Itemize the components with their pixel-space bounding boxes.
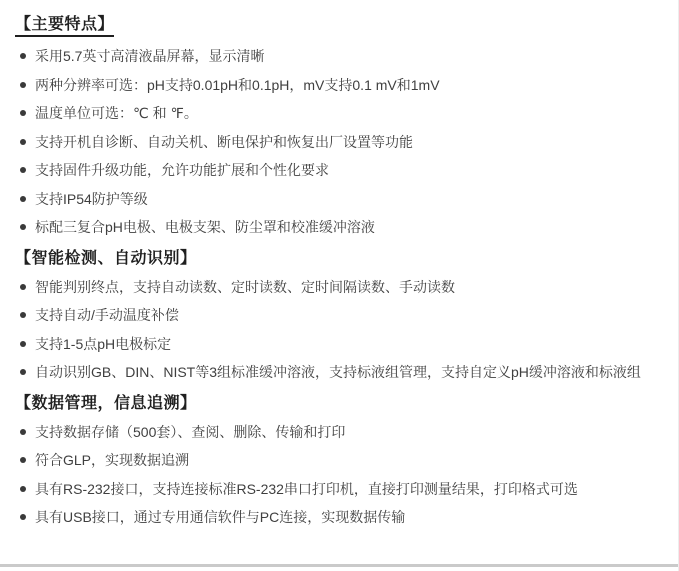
- section-heading-text: 【主要特点】: [15, 16, 114, 37]
- bullet-text: 温度单位可选：℃ 和 ℉。: [35, 105, 198, 121]
- section-heading-smart-detection: [15, 250, 660, 268]
- bullet-dot-icon: [20, 82, 26, 88]
- bullet-item: [15, 279, 660, 296]
- bullet-dot-icon: [20, 196, 26, 202]
- bullet-item: [15, 162, 660, 179]
- bullet-text: 具有RS-232接口，支持连接标准RS-232串口打印机，直接打印测量结果，打印格式可选: [35, 480, 578, 497]
- bullet-item: [15, 134, 660, 151]
- bullet-dot-icon: [20, 514, 26, 520]
- bullet-item: [15, 191, 660, 208]
- bullet-text: 支持1-5点pH电极标定: [35, 335, 172, 352]
- bullet-dot-icon: [20, 457, 26, 463]
- bullet-text: 支持开机自诊断、自动关机、断电保护和恢复出厂设置等功能: [35, 133, 413, 150]
- feature-list-data-management: [15, 424, 660, 526]
- section-heading-data-management: [15, 395, 660, 413]
- feature-list-smart-detection: [15, 279, 660, 381]
- section-main-features: [15, 16, 660, 236]
- bullet-text: 采用5.7英寸高清液晶屏幕，显示清晰: [35, 48, 265, 64]
- feature-list-main: [15, 48, 660, 236]
- bullet-dot-icon: [20, 284, 26, 290]
- bullet-dot-icon: [20, 139, 26, 145]
- section-heading-text: 【智能检测、自动识别】: [15, 249, 197, 267]
- bullet-dot-icon: [20, 224, 26, 230]
- bullet-item: [15, 424, 660, 441]
- section-heading-main-features: [15, 16, 660, 37]
- bullet-dot-icon: [20, 369, 26, 375]
- bullet-text: 两种分辨率可选：pH支持0.01pH和0.1pH，mV支持0.1 mV和1mV: [35, 76, 440, 93]
- bullet-dot-icon: [20, 312, 26, 318]
- bullet-dot-icon: [20, 53, 26, 59]
- bullet-item: [15, 509, 660, 526]
- bullet-text: 支持自动/手动温度补偿: [35, 307, 179, 323]
- bullet-item: [15, 105, 660, 122]
- bullet-text: 支持固件升级功能，允许功能扩展和个性化要求: [35, 162, 329, 178]
- section-data-management: [15, 395, 660, 526]
- bullet-item: [15, 307, 660, 324]
- bullet-dot-icon: [20, 486, 26, 492]
- bullet-dot-icon: [20, 167, 26, 173]
- bottom-divider: [0, 564, 678, 567]
- bullet-item: [15, 48, 660, 65]
- bullet-text: 智能判别终点，支持自动读数、定时读数、定时间隔读数、手动读数: [35, 278, 455, 295]
- bullet-item: [15, 452, 660, 469]
- bullet-text: 符合GLP，实现数据追溯: [35, 452, 190, 468]
- bullet-text: 支持IP54防护等级: [35, 190, 148, 207]
- bullet-text: 标配三复合pH电极、电极支架、防尘罩和校准缓冲溶液: [35, 219, 375, 235]
- section-heading-text: 【数据管理，信息追溯】: [15, 394, 197, 412]
- bullet-item: [15, 336, 660, 353]
- bullet-item: [15, 364, 660, 381]
- bullet-item: [15, 481, 660, 498]
- bullet-dot-icon: [20, 429, 26, 435]
- bullet-text: 具有USB接口，通过专用通信软件与PC连接，实现数据传输: [35, 509, 406, 525]
- bullet-dot-icon: [20, 341, 26, 347]
- bullet-item: [15, 219, 660, 236]
- bullet-text: 支持数据存储（500套）、查阅、删除、传输和打印: [35, 423, 346, 440]
- section-smart-detection: [15, 250, 660, 381]
- bullet-item: [15, 77, 660, 94]
- bullet-dot-icon: [20, 110, 26, 116]
- bullet-text: 自动识别GB、DIN、NIST等3组标准缓冲溶液，支持标液组管理，支持自定义pH缓冲溶液和标液组: [35, 364, 641, 380]
